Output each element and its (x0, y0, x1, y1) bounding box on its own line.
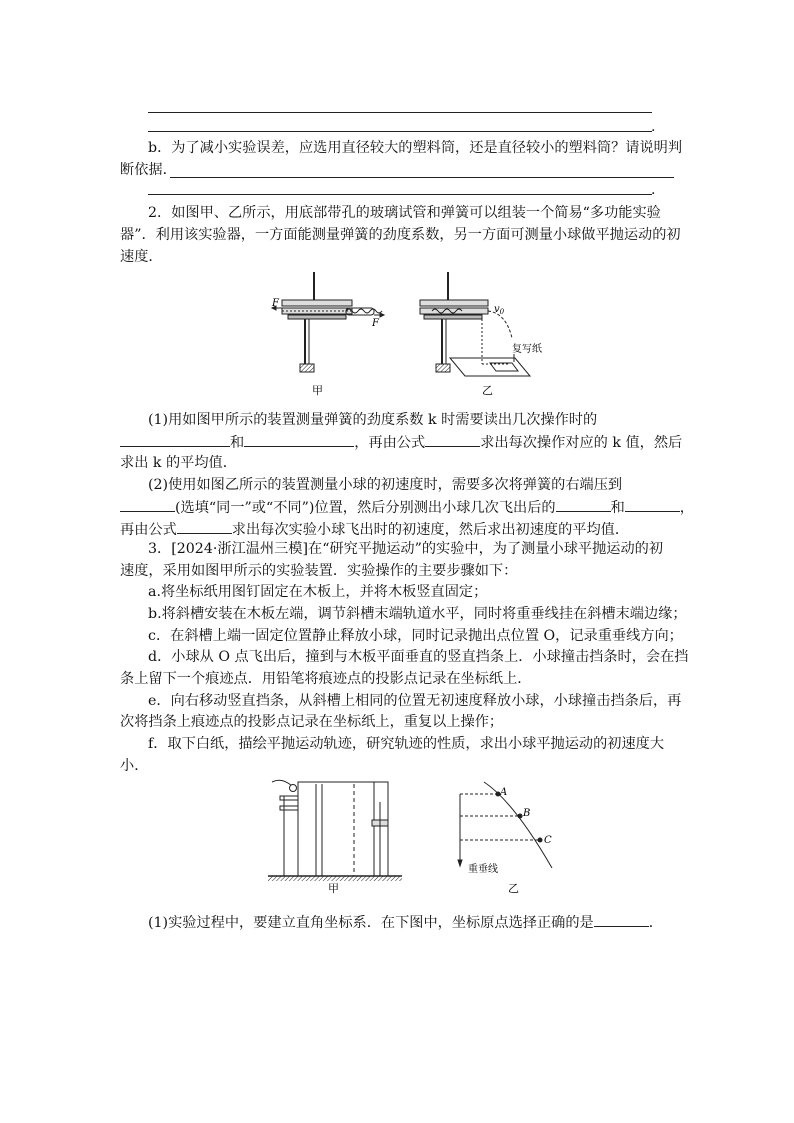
q2-and: 和 (230, 435, 245, 451)
trajectory-point-b (518, 814, 523, 819)
q3-figure (262, 772, 582, 897)
answer-line-1 (148, 112, 652, 113)
q3-line2: 速度，采用如图甲所示的实验装置．实验操作的主要步骤如下： (120, 563, 518, 579)
answer-blank[interactable] (120, 432, 230, 447)
q2-formula-lead: 再由公式 (120, 522, 177, 538)
q1b-line2 (120, 161, 177, 179)
q2-part2-line3 (120, 519, 629, 539)
q3-line1: 3．[2024·浙江温州三模]在“研究平抛运动”的实验中，为了测量小球平抛运动的初 (148, 541, 664, 557)
q2-part2-line1: (2)使用如图乙所示的装置测量小球的初速度时，需要多次将弹簧的右端压到 (148, 477, 623, 493)
figure-label-yi: 乙 (482, 384, 493, 397)
q2-formula-text: ，再由公式 (354, 435, 426, 451)
answer-line-4 (148, 194, 652, 195)
q2-line2: 器”．利用该实验器，一方面能测量弹簧的劲度系数，另一方面可测量小球做平抛运动的初 (120, 227, 681, 243)
q3-step-a: a.将坐标纸用图钉固定在木板上，并将木板竖直固定； (148, 584, 488, 600)
q2-velocity-text: 求出每次实验小球飞出时的初速度，然后求出初速度的平均值． (231, 522, 630, 538)
figure-label-jia-2: 甲 (328, 882, 339, 895)
q3-step-d1: d．小球从 O 点飞出后，撞到与木板平面垂直的竖直挡条上．小球撞击挡条时，会在挡 (148, 649, 689, 665)
figure-label-yi-2: 乙 (508, 882, 519, 895)
q2-select-text: (选填“同一”或“不同”)位置，然后分别测出小球几次飞出后的 (175, 500, 556, 516)
line-end-period: . (651, 119, 656, 135)
q2-and-2: 和 (610, 500, 625, 516)
q2-comma: ， (679, 500, 694, 516)
answer-blank[interactable] (625, 497, 680, 512)
q2-part1-line3: 求出 k 的平均值． (120, 455, 237, 471)
q3-step-b: b.将斜槽安装在木板左端，调节斜槽末端轨道水平，同时将重垂线挂在斜槽末端边缘； (148, 606, 687, 622)
q1b-line1: b．为了减小实验误差，应选用直径较大的塑料筒，还是直径较小的塑料筒？请说明判 (148, 140, 683, 156)
q1b-line2-text: 断依据． (120, 162, 177, 178)
q3-step-c: c．在斜槽上端一固定位置静止释放小球，同时记录抛出点位置 O，记录重垂线方向； (148, 628, 683, 644)
q3-step-f1: f．取下白纸，描绘平抛运动轨迹，研究轨迹的性质，求出小球平抛运动的初速度大 (148, 736, 665, 752)
q3-sub1 (148, 912, 663, 932)
answer-blank[interactable] (556, 497, 611, 512)
line-end-period-2: . (651, 182, 656, 198)
figure-label-jia: 甲 (312, 384, 323, 397)
answer-blank[interactable] (120, 497, 175, 512)
apparatus-board (268, 780, 402, 881)
q2-part2-line2 (120, 497, 694, 517)
apparatus-jia (272, 272, 384, 372)
force-label-right: F (372, 318, 379, 329)
answer-blank[interactable] (177, 519, 232, 534)
point-label-b: B (523, 808, 531, 819)
answer-line-2 (148, 131, 652, 132)
q3-step-e1: e．向右移动竖直挡条，从斜槽上相同的位置无初速度释放小球，小球撞击挡条后，再 (148, 693, 682, 709)
q2-line3: 速度． (120, 249, 163, 265)
force-label-left: F (272, 298, 279, 309)
q3-sub1-text: (1)实验过程中，要建立直角坐标系．在下图中，坐标原点选择正确的是 (148, 915, 594, 931)
v0-label: $v_0$ (494, 304, 505, 316)
q2-figure (260, 268, 560, 402)
answer-line-3 (170, 177, 674, 178)
q2-k-text: 求出每次操作对应的 k 值，然后 (480, 435, 683, 451)
answer-blank[interactable] (425, 432, 480, 447)
q2-part1-line1: (1)用如图甲所示的装置测量弹簧的劲度系数 k 时需要读出几次操作时的 (148, 412, 598, 428)
q3-step-d2: 条上留下一个痕迹点．用铅笔将痕迹点的投影点记录在坐标纸上． (120, 671, 532, 687)
point-label-a: A (500, 787, 508, 798)
apparatus-yi (420, 272, 530, 376)
point-label-c: C (544, 835, 552, 846)
q2-line1: 2．如图甲、乙所示，用底部带孔的玻璃试管和弹簧可以组装一个简易“多功能实验 (148, 205, 661, 221)
q3-sub1-end: ． (648, 915, 663, 931)
answer-blank[interactable] (244, 432, 354, 447)
trajectory-point-c (538, 838, 543, 843)
carbon-paper-label: 复写纸 (512, 344, 542, 355)
q3-step-e2: 次将挡条上痕迹点的投影点记录在坐标纸上，重复以上操作； (120, 714, 504, 730)
q2-part1-line2 (120, 432, 682, 452)
plumb-line-label: 重垂线 (468, 864, 498, 875)
answer-blank[interactable] (594, 912, 649, 927)
q3-step-f2: 小． (120, 758, 149, 774)
